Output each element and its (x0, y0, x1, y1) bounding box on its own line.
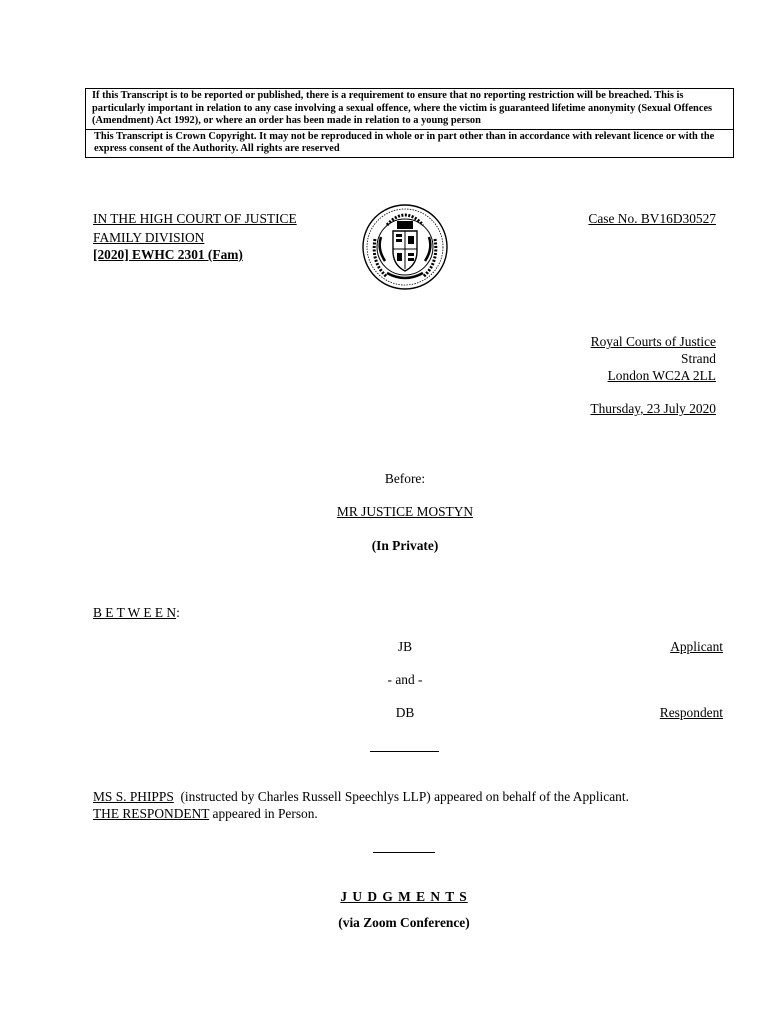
hearing-date: Thursday, 23 July 2020 (590, 401, 716, 416)
in-private: (In Private) (371, 538, 439, 553)
respondent-role: Respondent (659, 705, 723, 720)
reporting-restriction-notice: If this Transcript is to be reported or published, there is a requirement to ensure that no reporting restriction will be breached. This is particularly important in relation to any case involving a sexual offence, where the victim is guaranteed lifetime anonymity (Sexual Offences (Amendment) Act 1992), or where an order has been made in relation to a young person (92, 90, 713, 127)
between-heading (93, 604, 180, 621)
divider-line (373, 852, 435, 853)
royal-seal-icon (357, 203, 453, 291)
applicant-counsel: MS S. PHIPPS (93, 789, 174, 804)
crown-copyright-notice: This Transcript is Crown Copyright. It may not be reproduced in whole or in part other than in accordance with relevant licence or with the express consent of the Authority. All rights are reserved (86, 129, 733, 157)
applicant-role: Applicant (670, 639, 723, 654)
case-number: Case No. BV16D30527 (588, 211, 716, 226)
respondent-appearance (93, 805, 733, 822)
neutral-citation: [2020] EWHC 2301 (Fam) (93, 247, 243, 262)
address-line-1: Royal Courts of Justice (590, 334, 716, 349)
respondent-appearance-detail: appeared in Person. (209, 806, 318, 821)
applicant-appearance (93, 788, 733, 805)
respondent-name: DB (395, 705, 415, 720)
and-separator: - and - (387, 672, 423, 687)
respondent-label: THE RESPONDENT (93, 806, 210, 821)
applicant-counsel-detail: (instructed by Charles Russell Speechlys LLP) appeared on behalf of the Applicant. (173, 789, 629, 804)
applicant-name: JB (397, 639, 413, 654)
address-line-3: London WC2A 2LL (607, 368, 716, 383)
address-line-2: Strand (681, 351, 716, 366)
before-label: Before: (384, 471, 426, 486)
judgments-heading: J U D G M E N T S (340, 889, 468, 904)
divider-line (370, 751, 439, 752)
between-colon: : (176, 605, 180, 620)
court-division: FAMILY DIVISION (93, 230, 205, 245)
transcript-notice-box (85, 88, 734, 158)
judge-name: MR JUSTICE MOSTYN (336, 504, 474, 519)
court-name: IN THE HIGH COURT OF JUSTICE (93, 211, 297, 226)
between-label: B E T W E E N (93, 605, 177, 620)
via-zoom: (via Zoom Conference) (338, 915, 470, 930)
